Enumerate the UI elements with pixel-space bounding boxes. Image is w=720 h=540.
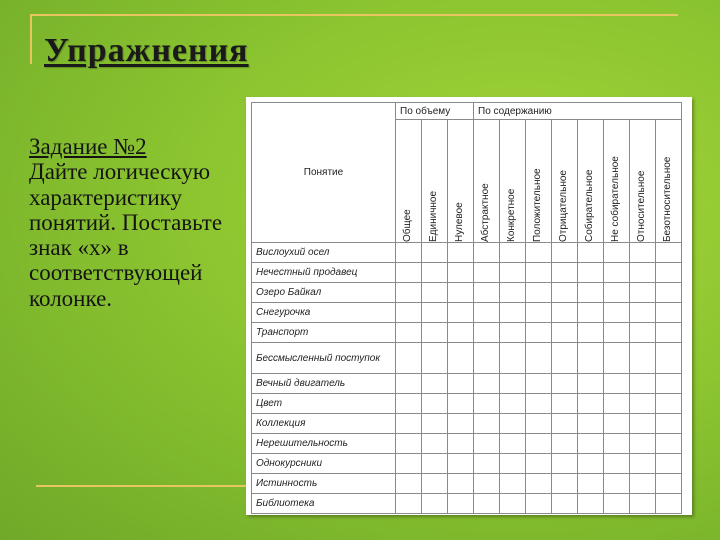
column-header (448, 120, 474, 243)
decor-line-top (30, 14, 678, 16)
row-concept: Бессмысленный поступок (252, 343, 396, 374)
answer-cell[interactable] (448, 323, 474, 343)
answer-cell[interactable] (422, 323, 448, 343)
row-concept: Вислоухий осел (252, 243, 396, 263)
task-block (29, 134, 244, 311)
table-row (252, 343, 682, 374)
answer-cell[interactable] (656, 343, 682, 374)
column-header-label: Нулевое (454, 202, 465, 242)
answer-cell[interactable] (500, 303, 526, 323)
table-row (252, 434, 682, 454)
answer-cell[interactable] (500, 374, 526, 394)
answer-cell[interactable] (396, 394, 422, 414)
answer-cell[interactable] (552, 263, 578, 283)
row-concept: Коллекция (252, 414, 396, 434)
concept-header: Понятие (252, 103, 396, 243)
answer-cell[interactable] (422, 243, 448, 263)
answer-cell[interactable] (526, 263, 552, 283)
answer-cell[interactable] (630, 243, 656, 263)
answer-cell[interactable] (448, 263, 474, 283)
table-row (252, 303, 682, 323)
answer-cell[interactable] (656, 323, 682, 343)
answer-cell[interactable] (500, 243, 526, 263)
answer-cell[interactable] (422, 263, 448, 283)
task-text: Дайте логическую характеристику понятий. Поставьте знак «х» в соответствующей колонке. (29, 159, 223, 311)
answer-cell[interactable] (422, 454, 448, 474)
answer-cell[interactable] (552, 283, 578, 303)
table-row (252, 474, 682, 494)
answer-cell[interactable] (396, 303, 422, 323)
answer-cell[interactable] (422, 283, 448, 303)
answer-cell[interactable] (448, 454, 474, 474)
task-title: Задание №2 (29, 134, 147, 159)
answer-cell[interactable] (578, 414, 604, 434)
answer-cell[interactable] (396, 374, 422, 394)
answer-cell[interactable] (448, 394, 474, 414)
column-header (422, 120, 448, 243)
decor-line-bottom (36, 485, 250, 487)
answer-cell[interactable] (500, 434, 526, 454)
answer-cell[interactable] (604, 414, 630, 434)
answer-cell[interactable] (630, 343, 656, 374)
answer-cell[interactable] (578, 343, 604, 374)
answer-cell[interactable] (422, 414, 448, 434)
answer-cell[interactable] (578, 263, 604, 283)
answer-cell[interactable] (630, 434, 656, 454)
row-concept: Однокурсники (252, 454, 396, 474)
answer-cell[interactable] (474, 454, 500, 474)
column-header (396, 120, 422, 243)
answer-cell[interactable] (474, 494, 500, 514)
answer-cell[interactable] (630, 394, 656, 414)
answer-cell[interactable] (448, 414, 474, 434)
answer-cell[interactable] (630, 414, 656, 434)
answer-cell[interactable] (474, 434, 500, 454)
answer-cell[interactable] (474, 283, 500, 303)
answer-cell[interactable] (474, 243, 500, 263)
column-header-label: Единичное (428, 190, 439, 242)
answer-cell[interactable] (630, 283, 656, 303)
answer-cell[interactable] (604, 263, 630, 283)
answer-cell[interactable] (396, 343, 422, 374)
answer-cell[interactable] (500, 323, 526, 343)
column-header (604, 120, 630, 243)
table-row (252, 414, 682, 434)
answer-cell[interactable] (578, 434, 604, 454)
answer-cell[interactable] (656, 454, 682, 474)
answer-cell[interactable] (604, 434, 630, 454)
answer-cell[interactable] (526, 374, 552, 394)
answer-cell[interactable] (474, 263, 500, 283)
answer-cell[interactable] (396, 263, 422, 283)
column-header (656, 120, 682, 243)
answer-cell[interactable] (396, 283, 422, 303)
answer-cell[interactable] (526, 434, 552, 454)
answer-cell[interactable] (526, 243, 552, 263)
answer-cell[interactable] (500, 343, 526, 374)
table-row (252, 263, 682, 283)
row-concept: Нечестный продавец (252, 263, 396, 283)
answer-cell[interactable] (552, 374, 578, 394)
column-header (526, 120, 552, 243)
answer-cell[interactable] (578, 494, 604, 514)
answer-cell[interactable] (500, 283, 526, 303)
answer-cell[interactable] (448, 494, 474, 514)
answer-cell[interactable] (604, 494, 630, 514)
exercise-table (251, 102, 682, 514)
row-concept: Истинность (252, 474, 396, 494)
answer-cell[interactable] (656, 374, 682, 394)
answer-cell[interactable] (630, 303, 656, 323)
answer-cell[interactable] (656, 414, 682, 434)
answer-cell[interactable] (578, 243, 604, 263)
answer-cell[interactable] (604, 243, 630, 263)
exercise-table-panel (246, 97, 692, 515)
answer-cell[interactable] (578, 374, 604, 394)
answer-cell[interactable] (396, 243, 422, 263)
answer-cell[interactable] (448, 374, 474, 394)
column-header (474, 120, 500, 243)
column-header-label: Абстрактное (480, 183, 491, 242)
answer-cell[interactable] (396, 454, 422, 474)
answer-cell[interactable] (604, 454, 630, 474)
row-concept: Цвет (252, 394, 396, 414)
answer-cell[interactable] (526, 494, 552, 514)
answer-cell[interactable] (448, 283, 474, 303)
answer-cell[interactable] (500, 494, 526, 514)
table-row (252, 283, 682, 303)
answer-cell[interactable] (656, 243, 682, 263)
answer-cell[interactable] (500, 474, 526, 494)
column-header-label: Не собирательное (610, 156, 621, 242)
column-header-label: Безотносительное (662, 156, 673, 242)
answer-cell[interactable] (422, 394, 448, 414)
answer-cell[interactable] (422, 494, 448, 514)
table-row (252, 323, 682, 343)
column-header (552, 120, 578, 243)
answer-cell[interactable] (448, 434, 474, 454)
answer-cell[interactable] (578, 454, 604, 474)
answer-cell[interactable] (500, 263, 526, 283)
answer-cell[interactable] (552, 454, 578, 474)
column-header (578, 120, 604, 243)
answer-cell[interactable] (552, 303, 578, 323)
answer-cell[interactable] (396, 474, 422, 494)
answer-cell[interactable] (656, 394, 682, 414)
answer-cell[interactable] (604, 343, 630, 374)
table-row (252, 243, 682, 263)
answer-cell[interactable] (604, 374, 630, 394)
answer-cell[interactable] (396, 323, 422, 343)
answer-cell[interactable] (526, 394, 552, 414)
column-header-label: Отрицательное (558, 170, 569, 242)
answer-cell[interactable] (630, 474, 656, 494)
answer-cell[interactable] (552, 434, 578, 454)
answer-cell[interactable] (552, 394, 578, 414)
column-header-label: Собирательное (584, 169, 595, 242)
table-row (252, 374, 682, 394)
slide-title: Упражнения (44, 32, 249, 69)
answer-cell[interactable] (526, 474, 552, 494)
answer-cell[interactable] (422, 374, 448, 394)
column-header-label: Конкретное (506, 188, 517, 242)
answer-cell[interactable] (526, 343, 552, 374)
column-header-label: Относительное (636, 170, 647, 242)
answer-cell[interactable] (552, 343, 578, 374)
answer-cell[interactable] (552, 414, 578, 434)
column-header-label: Общее (402, 209, 413, 242)
answer-cell[interactable] (448, 474, 474, 494)
answer-cell[interactable] (578, 394, 604, 414)
answer-cell[interactable] (396, 434, 422, 454)
answer-cell[interactable] (630, 263, 656, 283)
table-row (252, 494, 682, 514)
answer-cell[interactable] (578, 283, 604, 303)
answer-cell[interactable] (656, 474, 682, 494)
answer-cell[interactable] (500, 394, 526, 414)
column-header (500, 120, 526, 243)
decor-line-left (30, 14, 32, 64)
answer-cell[interactable] (474, 474, 500, 494)
row-concept: Транспорт (252, 323, 396, 343)
row-concept: Вечный двигатель (252, 374, 396, 394)
answer-cell[interactable] (604, 323, 630, 343)
answer-cell[interactable] (656, 494, 682, 514)
answer-cell[interactable] (500, 414, 526, 434)
answer-cell[interactable] (526, 283, 552, 303)
answer-cell[interactable] (422, 434, 448, 454)
answer-cell[interactable] (422, 303, 448, 323)
answer-cell[interactable] (656, 434, 682, 454)
answer-cell[interactable] (604, 394, 630, 414)
row-concept: Библиотека (252, 494, 396, 514)
answer-cell[interactable] (552, 494, 578, 514)
answer-cell[interactable] (422, 474, 448, 494)
answer-cell[interactable] (630, 323, 656, 343)
answer-cell[interactable] (474, 374, 500, 394)
answer-cell[interactable] (630, 494, 656, 514)
answer-cell[interactable] (552, 323, 578, 343)
answer-cell[interactable] (604, 303, 630, 323)
answer-cell[interactable] (474, 303, 500, 323)
answer-cell[interactable] (604, 474, 630, 494)
answer-cell[interactable] (526, 454, 552, 474)
answer-cell[interactable] (474, 414, 500, 434)
answer-cell[interactable] (552, 474, 578, 494)
answer-cell[interactable] (656, 283, 682, 303)
row-concept: Озеро Байкал (252, 283, 396, 303)
answer-cell[interactable] (448, 243, 474, 263)
answer-cell[interactable] (656, 303, 682, 323)
row-concept: Снегурочка (252, 303, 396, 323)
answer-cell[interactable] (552, 243, 578, 263)
answer-cell[interactable] (656, 263, 682, 283)
answer-cell[interactable] (448, 303, 474, 323)
row-concept: Нерешительность (252, 434, 396, 454)
answer-cell[interactable] (526, 303, 552, 323)
answer-cell[interactable] (526, 414, 552, 434)
group-header-volume: По объему (396, 103, 474, 120)
answer-cell[interactable] (396, 414, 422, 434)
answer-cell[interactable] (578, 303, 604, 323)
answer-cell[interactable] (630, 454, 656, 474)
answer-cell[interactable] (422, 343, 448, 374)
table-row (252, 394, 682, 414)
answer-cell[interactable] (578, 323, 604, 343)
answer-cell[interactable] (474, 343, 500, 374)
group-header-content: По содержанию (474, 103, 682, 120)
answer-cell[interactable] (604, 283, 630, 303)
answer-cell[interactable] (526, 323, 552, 343)
answer-cell[interactable] (578, 474, 604, 494)
answer-cell[interactable] (500, 454, 526, 474)
column-header-label: Положительное (532, 168, 543, 242)
column-header (630, 120, 656, 243)
answer-cell[interactable] (630, 374, 656, 394)
answer-cell[interactable] (474, 323, 500, 343)
answer-cell[interactable] (448, 343, 474, 374)
answer-cell[interactable] (396, 494, 422, 514)
table-row (252, 454, 682, 474)
answer-cell[interactable] (474, 394, 500, 414)
